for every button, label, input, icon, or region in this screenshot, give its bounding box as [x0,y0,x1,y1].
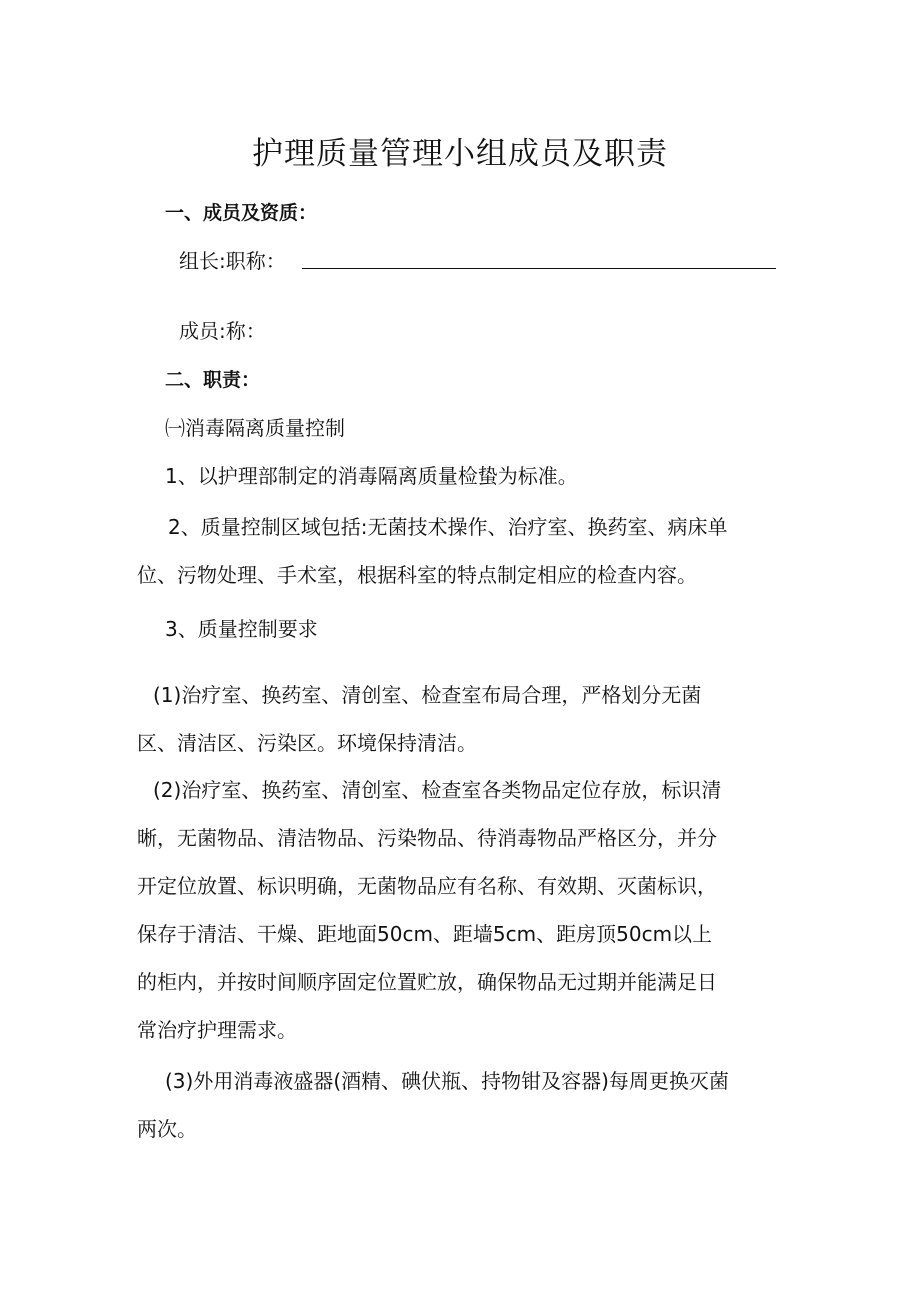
requirement-2-line-4: 保存于清洁、干燥、距地面50cm、距墙5cm、距房顶50cm以上 [137,922,713,946]
subsection-1-heading: ㈠消毒隔离质量控制 [165,416,345,440]
requirement-2-line-6: 常治疗护理需求。 [137,1018,297,1042]
duty-item-2-line-2: 位、污物处理、手术室，根据科室的特点制定相应的检查内容。 [137,563,697,587]
requirement-1-line-2: 区、清洁区、污染区。环境保持清洁。 [137,731,477,755]
duty-item-2-line-1: 2、质量控制区域包括:无菌技术操作、治疗室、换药室、病床单 [168,515,728,539]
requirement-2-line-5: 的柜内，并按时间顺序固定位置贮放，确保物品无过期并能满足日 [137,970,717,994]
leader-title-label: 组长:职称： [179,249,286,273]
member-title-label: 成员:称： [179,319,266,343]
requirement-3-line-2: 两次。 [137,1117,197,1141]
requirement-2-line-3: 开定位放置、标识明确，无菌物品应有名称、有效期、灭菌标识， [137,874,717,898]
requirement-2-line-1: (2)治疗室、换药室、清创室、检查室各类物品定位存放，标识清 [153,778,722,802]
requirement-3-line-1: (3)外用消毒液盛器(酒精、碘伏瓶、持物钳及容器)每周更换灭菌 [165,1069,729,1093]
section-1-heading: 一、成员及资质： [165,202,318,224]
duty-item-1: 1、以护理部制定的消毒隔离质量检蛰为标准。 [165,464,578,488]
requirement-2-line-2: 晰，无菌物品、清洁物品、污染物品、待消毒物品严格区分，并分 [137,826,717,850]
leader-title-blank-line [302,268,776,269]
section-2-heading: 二、职责： [165,369,261,391]
duty-item-3: 3、质量控制要求 [165,617,318,641]
document-title: 护理质量管理小组成员及职责 [252,136,668,172]
requirement-1-line-1: (1)治疗室、换药室、清创室、检查室布局合理，严格划分无菌 [153,683,702,707]
